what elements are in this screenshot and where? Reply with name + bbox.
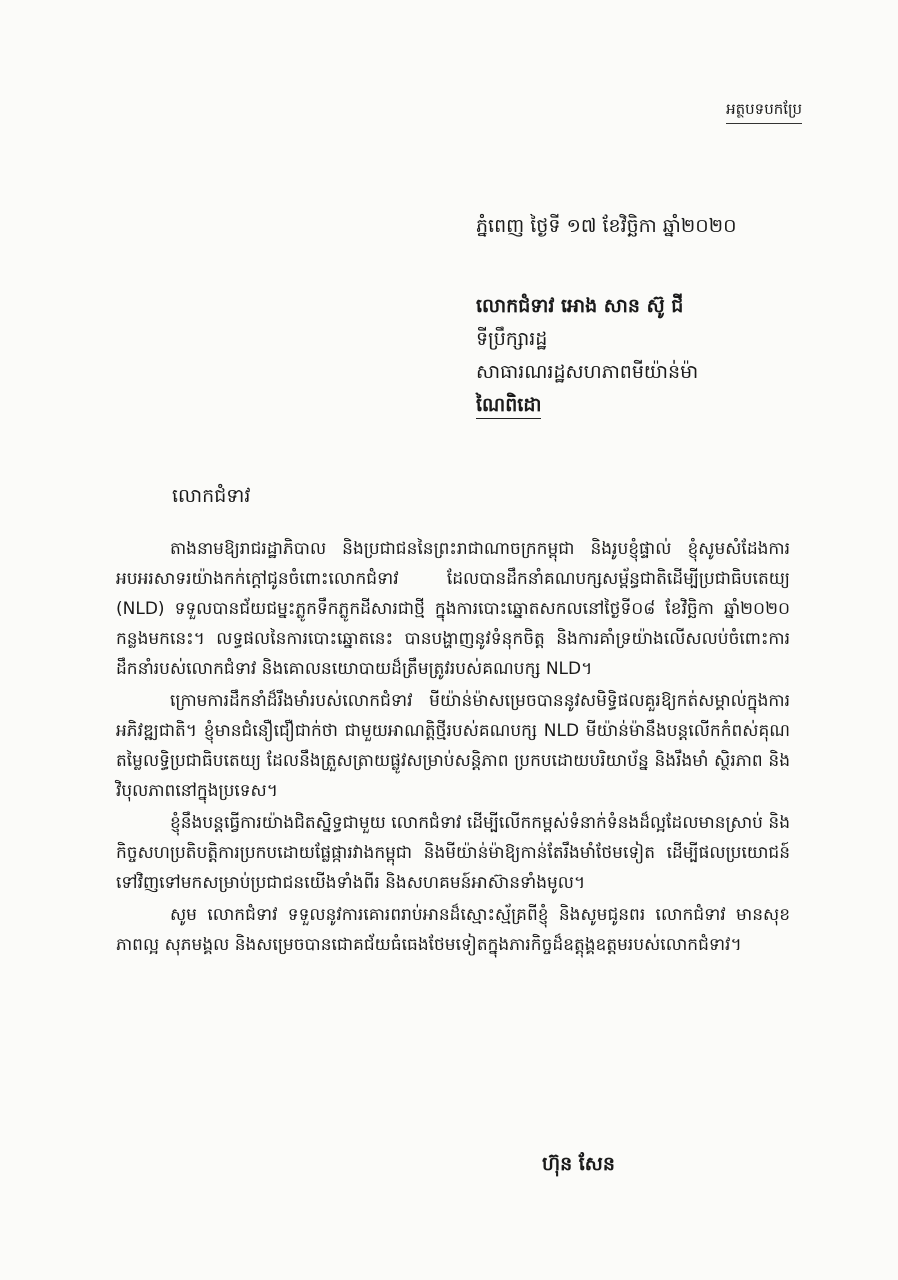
recipient-block (476, 290, 698, 422)
letter-body (116, 534, 790, 962)
paragraph-closing: សូម លោកជំទាវ ទទួលនូវការគោរពរាប់អានដ៏ស្មោះស្ម័គ្រពីខ្ញុំ និងសូមជូនពរ លោកជំទាវ មានសុខភាពល្អ សុភមង្គល និងសម្រេចបានជោគជ័យធំធេងថែមទៀតក្នុងភារកិច្ចដ៏ឧត្តុង្គឧត្តមរបស់លោកជំទាវ។ (116, 905, 790, 955)
recipient-title: ទីប្រឹក្សារដ្ឋ (476, 328, 548, 350)
salutation: លោកជំទាវ (172, 485, 251, 507)
place-date: ភ្នំពេញ ថ្ងៃទី ១៧ ខែវិច្ឆិកា ឆ្នាំ២០២០ (476, 215, 737, 237)
recipient-name: លោកជំទាវ អោង សាន ស៊ូ ជី (476, 295, 684, 317)
paragraph-congratulations: តាងនាមឱ្យរាជរដ្ឋាភិបាល និងប្រជាជននៃព្រះរាជាណាចក្រកម្ពុជា និងរូបខ្ញុំផ្ទាល់ ខ្ញុំសូមសំដែងការអបអរសាទរយ៉ាងកក់ក្តៅជូនចំពោះលោកជំទាវ ដែលបានដឹកនាំគណបក្សសម្ព័ន្ធជាតិដើម្បីប្រជាធិបតេយ្យ (NLD) ទទួលបានជ័យជម្នះភ្លូកទឹកភ្លូកដីសារជាថ្មី ក្នុងការបោះឆ្នោតសកលនៅថ្ងៃទី០៨ ខែវិច្ឆិកា ឆ្នាំ២០២០ កន្លងមកនេះ។ លទ្ធផលនៃការបោះឆ្នោតនេះ បានបង្ហាញនូវទំនុកចិត្ត និងការគាំទ្រយ៉ាងលើសលប់ចំពោះការដឹកនាំរបស់លោកជំទាវ និងគោលនយោបាយដ៏ត្រឹមត្រូវរបស់គណបក្ស NLD។ (116, 539, 790, 679)
paragraph-achievements: ក្រោមការដឹកនាំដ៏រឹងមាំរបស់លោកជំទាវ មីយ៉ាន់ម៉ាសម្រេចបាននូវសមិទ្ធិផលគួរឱ្យកត់សម្គាល់ក្នុងការអភិវឌ្ឍជាតិ។ ខ្ញុំមានជំនឿជឿជាក់ថា ជាមួយអាណត្តិថ្មីរបស់គណបក្ស NLD មីយ៉ាន់ម៉ានឹងបន្តលើកកំពស់គុណតម្លៃលទ្ធិប្រជាធិបតេយ្យ ដែលនឹងត្រួសត្រាយផ្លូវសម្រាប់សន្តិភាព ប្រកបដោយបរិយាប័ន្ន និងរឹងមាំ ស្ថិរភាព និងវិបុលភាពនៅក្នុងប្រទេស។ (116, 691, 790, 801)
translation-note: អត្ថបទបកប្រែ (726, 100, 802, 124)
recipient-honorific: ណៃពិដោ (476, 392, 541, 419)
paragraph-cooperation: ខ្ញុំនឹងបន្តធ្វើការយ៉ាងជិតស្និទ្ធជាមួយ លោកជំទាវ ដើម្បីលើកកម្ពស់ទំនាក់ទំនងដ៏ល្អដែលមានស្រាប់ និងកិច្ចសហប្រតិបត្តិការប្រកបដោយផ្លែផ្ការវាងកម្ពុជា និងមីយ៉ាន់ម៉ាឱ្យកាន់តែរឹងមាំថែមទៀត ដើម្បីផលប្រយោជន៍ទៅវិញទៅមកសម្រាប់ប្រជាជនយើងទាំងពីរ និងសហគមន៍អាស៊ានទាំងមូល។ (116, 813, 790, 893)
recipient-country: សាធារណរដ្ឋសហភាពមីយ៉ាន់ម៉ា (476, 361, 699, 383)
signature: ហ៊ុន សែន (542, 1153, 615, 1175)
